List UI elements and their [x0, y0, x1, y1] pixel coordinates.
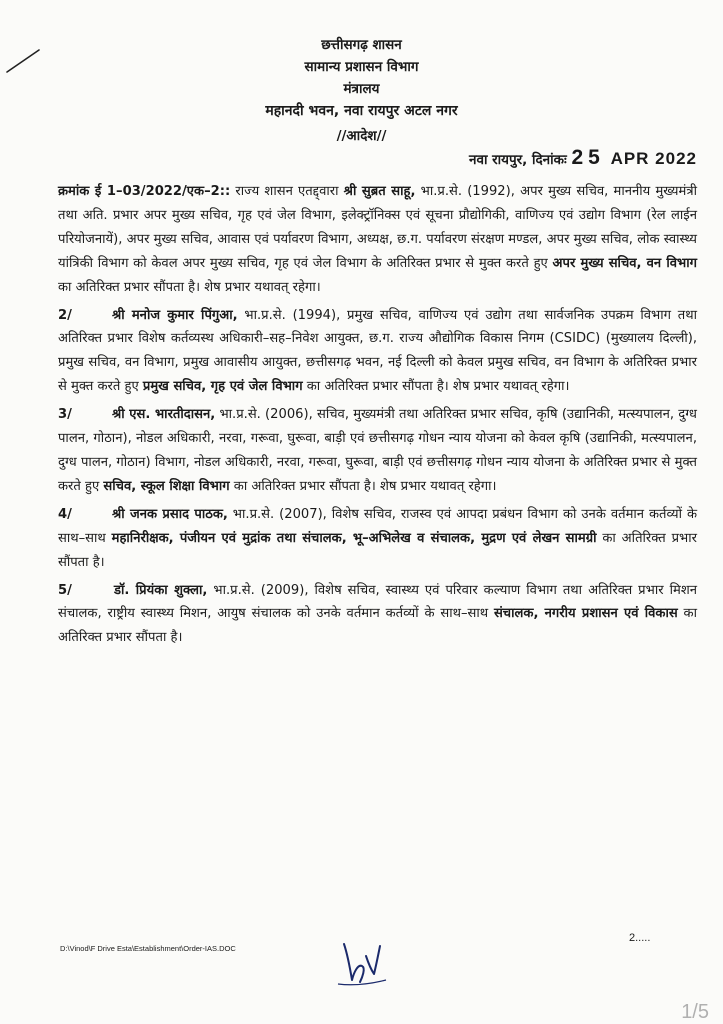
continued-page-marker: 2.....	[629, 932, 651, 944]
assigned-post: प्रमुख सचिव, गृह एवं जेल विभाग	[142, 379, 303, 395]
paragraph-3: 3/ श्री एस. भारतीदासन, भा.प्र.से. (2006), सचिव, मुख्यमंत्री तथा अतिरिक्त प्रभार सचिव, कृषि (उद्यानिकी, मत्स्यपालन, दुग्ध पालन, गोठान), नोडल अधिकारी, नरवा, गरूवा, घुरूवा, बाड़ी एवं छत्तीसगढ़ गोधन न्याय योजना को केवल कृषि (उद्यानिकी, मत्स्यपालन, दुग्ध पालन, गोठान) विभाग, नोडल अधिकारी, नरवा, गरूवा, घुरूवा, बाड़ी एवं छत्तीसगढ़ गोधन न्याय योजना के अतिरिक्त प्रभार से मुक्त करते हुए सचिव, स्कूल शिक्षा विभाग का अतिरिक्त प्रभार सौंपता है। शेष प्रभार यथावत् रहेगा।	[58, 403, 697, 499]
paragraph-5: 5/ डॉ. प्रियंका शुक्ला, भा.प्र.से. (2009), विशेष सचिव, स्वास्थ्य एवं परिवार कल्याण विभाग तथा अतिरिक्त प्रभार मिशन संचालक, राष्ट्रीय स्वास्थ्य मिशन, आयुष संचालक को उनके वर्तमान कर्तव्यों के साथ–साथ संचालक, नगरीय प्रशासन एवं विकास का अतिरिक्त प्रभार सौंपता है।	[58, 579, 697, 651]
officer-name: श्री जनक प्रसाद पाठक,	[112, 506, 228, 522]
order-body	[58, 180, 697, 654]
assigned-post: सचिव, स्कूल शिक्षा विभाग	[103, 478, 230, 494]
department-name: सामान्य प्रशासन विभाग	[304, 59, 419, 75]
paragraph-number: 4/	[58, 506, 72, 522]
assigned-post: अपर मुख्य सचिव, वन विभाग	[552, 255, 697, 271]
paragraph-1: क्रमांक ई 1–03/2022/एक–2:: राज्य शासन एतद्द्वारा श्री सुब्रत साहू, भा.प्र.से. (1992), अपर मुख्य सचिव, माननीय मुख्यमंत्री तथा अति. प्रभार अपर मुख्य सचिव, गृह एवं जेल विभाग, इलेक्ट्रॉनिक्स एवं सूचना प्रौद्योगिकी, वाणिज्य एवं उद्योग विभाग (रेल लाईन परियोजनायें), अपर मुख्य सचिव, आवास एवं पर्यावरण विभाग, अध्यक्ष, छ.ग. पर्यावरण संरक्षण मण्डल, अपर मुख्य सचिव, लोक स्वास्थ्य यांत्रिकी विभाग को केवल अपर मुख्य सचिव, गृह एवं जेल विभाग के अतिरिक्त प्रभार से मुक्त करते हुए अपर मुख्य सचिव, वन विभाग का अतिरिक्त प्रभार सौंपता है। शेष प्रभार यथावत् रहेगा।	[58, 184, 697, 295]
paragraph-2: 2/ श्री मनोज कुमार पिंगुआ, भा.प्र.से. (1994), प्रमुख सचिव, वाणिज्य एवं उद्योग तथा सार्वजनिक उपक्रम विभाग तथा अतिरिक्त प्रभार विशेष कर्तव्यस्थ अधिकारी–सह–निवेश आयुक्त, छ.ग. राज्य औद्योगिक विकास निगम (CSIDC) (मुख्यालय दिल्ली), प्रमुख सचिव, वन विभाग, प्रमुख आवासीय आयुक्त, छत्तीसगढ़ भवन, नई दिल्ली को केवल प्रमुख सचिव, वन विभाग के अतिरिक्त प्रभार से मुक्त करते हुए प्रमुख सचिव, गृह एवं जेल विभाग का अतिरिक्त प्रभार सौंपता है। शेष प्रभार यथावत् रहेगा।	[58, 304, 697, 400]
signature	[334, 938, 390, 988]
officer-name: श्री एस. भारतीदासन,	[112, 407, 216, 423]
assigned-post: महानिरीक्षक, पंजीयन एवं मुद्रांक तथा संचालक, भू–अभिलेख व संचालक, मुद्रण एवं लेखन सामग्री	[111, 530, 597, 546]
letterhead	[0, 34, 723, 147]
paragraph-number: 5/	[58, 582, 72, 598]
officer-name: श्री सुब्रत साहू,	[343, 184, 416, 199]
file-path: D:\Vinod\F Drive Esta\Establishment\Order-IAS.DOC	[60, 944, 236, 953]
paragraph-number: 2/	[58, 307, 72, 323]
date-place: नवा रायपुर, दिनांकः	[468, 152, 567, 168]
govt-name: छत्तीसगढ़ शासन	[321, 37, 402, 53]
office-address: महानदी भवन, नवा रायपुर अटल नगर	[265, 103, 458, 119]
paragraph-4: 4/ श्री जनक प्रसाद पाठक, भा.प्र.से. (2007), विशेष सचिव, राजस्व एवं आपदा प्रबंधन विभाग को उनके वर्तमान कर्तव्यों के साथ–साथ महानिरीक्षक, पंजीयन एवं मुद्रांक तथा संचालक, भू–अभिलेख व संचालक, मुद्रण एवं लेखन सामग्री का अतिरिक्त प्रभार सौंपता है।	[58, 503, 697, 575]
assigned-post: संचालक, नगरीय प्रशासन एवं विकास	[493, 606, 678, 622]
date-line	[469, 146, 697, 170]
page-indicator: 1/5	[681, 1001, 709, 1023]
date-stamp	[571, 146, 697, 169]
order-title: //आदेश//	[336, 128, 387, 144]
paragraph-number: 3/	[58, 407, 72, 423]
ministry-name: मंत्रालय	[343, 81, 380, 97]
date-day: 25	[571, 146, 605, 169]
officer-name: श्री मनोज कुमार पिंगुआ,	[112, 307, 238, 323]
order-reference: क्रमांक ई 1–03/2022/एक–2::	[58, 184, 231, 199]
officer-name: डॉ. प्रियंका शुक्ला,	[114, 582, 208, 598]
date-month-year: APR 2022	[610, 149, 697, 168]
